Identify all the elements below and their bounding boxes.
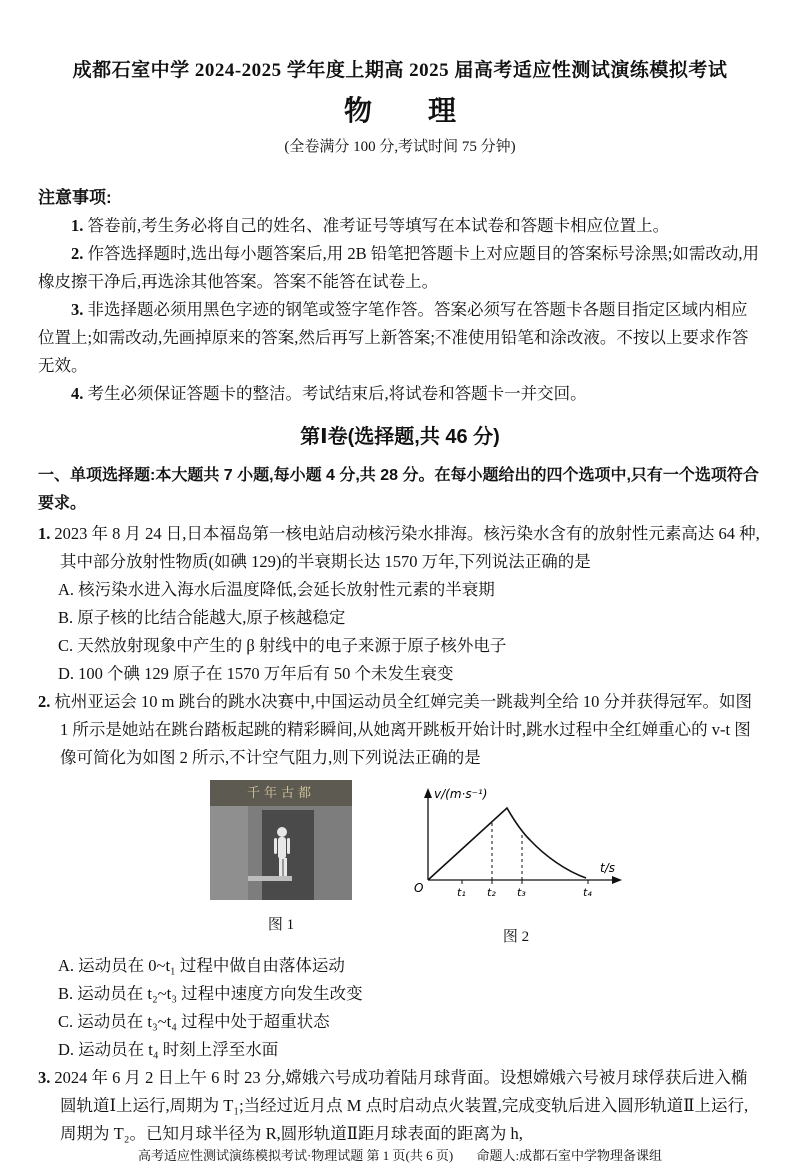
question-3	[38, 1064, 762, 1148]
question-2	[38, 688, 762, 1064]
footer-left: 高考适应性测试演练模拟考试·物理试题 第 1 页(共 6 页)	[137, 1148, 454, 1163]
subject-title: 物 理	[343, 96, 456, 127]
figure-1-block	[210, 780, 352, 936]
notice-number: 3.	[71, 300, 84, 319]
option-b: B. 运动员在 t₂~t₃ 过程中速度方向发生改变	[58, 984, 363, 1003]
section-title: 第Ⅰ卷(选择题,共 46 分)	[300, 426, 500, 448]
velocity-curve	[428, 808, 586, 880]
notice-text: 非选择题必须用黑色字迹的钢笔或签字笔作答。答案必须写在答题卡各题目指定区域内相应位置上;如需改动,先画掉原来的答案,然后再写上新答案;不准使用铅笔和涂改液。不按以上要求作答无效。	[38, 300, 749, 375]
tick-t2: t₂	[487, 886, 496, 899]
vt-graph	[400, 780, 632, 912]
page-footer	[0, 1147, 800, 1165]
tick-t3: t₃	[517, 886, 526, 899]
notice-item	[38, 240, 762, 296]
option-d: D. 100 个碘 129 原子在 1570 万年后有 50 个未发生衰变	[58, 664, 454, 683]
notice-item	[38, 296, 762, 380]
tick-t4: t₄	[583, 886, 592, 899]
option-c: C. 运动员在 t₃~t₄ 过程中处于超重状态	[58, 1012, 330, 1031]
diver-photo	[210, 780, 352, 900]
figure-1-caption: 图 1	[267, 917, 295, 933]
question-stem	[38, 1064, 762, 1148]
notice-number: 4.	[71, 384, 84, 403]
question-1	[38, 520, 762, 688]
tick-t1: t₁	[457, 886, 466, 899]
notice-text: 作答选择题时,选出每小题答案后,用 2B 铅笔把答题卡上对应题目的答案标号涂黑;如需改动,用橡皮擦干净后,再选涂其他答案。答案不能答在试卷上。	[38, 244, 759, 291]
question-text: 2024 年 6 月 2 日上午 6 时 23 分,嫦娥六号成功着陆月球背面。设想嫦娥六号被月球俘获后进入椭圆轨道Ⅰ上运行,周期为 T₁;当经过近月点 M 点时启动点火装置,完成变轨后进入圆形轨道Ⅱ上运行,周期为 T₂。已知月球半径为 R,圆形轨道Ⅱ距月球表面的距离为 h,	[54, 1068, 749, 1143]
option-d: D. 运动员在 t₄ 时刻上浮至水面	[58, 1040, 279, 1059]
question-text: 杭州亚运会 10 m 跳台的跳水决赛中,中国运动员全红婵完美一跳裁判全给 10 分并获得冠军。如图 1 所示是她站在跳台踏板起跳的精彩瞬间,从她离开跳板开始计时,跳水过程中全红婵重心的 v-t 图像可简化为如图 2 所示,不计空气阻力,则下列说法正确的是	[54, 692, 752, 767]
question-number: 3.	[38, 1068, 51, 1087]
notice-item	[38, 380, 762, 408]
figure-2-block	[400, 780, 632, 948]
question-stem	[38, 520, 762, 576]
y-axis-label: v/(m·s⁻¹)	[434, 787, 488, 801]
exam-meta: (全卷满分 100 分,考试时间 75 分钟)	[284, 139, 516, 155]
question-number: 1.	[38, 524, 51, 543]
notice-text: 考生必须保证答题卡的整洁。考试结束后,将试卷和答题卡一并交回。	[87, 384, 587, 403]
figure-2-caption: 图 2	[502, 929, 530, 945]
page-title: 成都石室中学 2024-2025 学年度上期高 2025 届高考适应性测试演练模拟考试	[72, 60, 728, 81]
footer-right: 命题人:成都石室中学物理备课组	[476, 1148, 663, 1163]
option-b: B. 原子核的比结合能越大,原子核越稳定	[58, 608, 346, 627]
notice-item	[38, 212, 762, 240]
notice-title: 注意事项:	[38, 188, 112, 207]
question-text: 2023 年 8 月 24 日,日本福岛第一核电站启动核污染水排海。核污染水含有的放射性元素高达 64 种,其中部分放射性物质(如碘 129)的半衰期长达 1570 万年,下列说法正确的是	[54, 524, 760, 571]
origin-label: O	[414, 881, 424, 895]
notice-text: 答卷前,考生务必将自己的姓名、准考证号等填写在本试卷和答题卡相应位置上。	[87, 216, 670, 235]
question-stem	[38, 688, 762, 772]
notice-number: 2.	[71, 244, 84, 263]
option-a: A. 运动员在 0~t₁ 过程中做自由落体运动	[58, 956, 345, 975]
question-number: 2.	[38, 692, 51, 711]
photo-banner-text: 千年古都	[210, 780, 352, 806]
x-axis-label: t/s	[600, 861, 615, 875]
part-intro: 一、单项选择题:本大题共 7 小题,每小题 4 分,共 28 分。在每小题给出的四个选项中,只有一个选项符合要求。	[38, 467, 759, 512]
notice-number: 1.	[71, 216, 84, 235]
option-c: C. 天然放射现象中产生的 β 射线中的电子来源于原子核外电子	[58, 636, 507, 655]
figure-row	[210, 780, 762, 948]
option-a: A. 核污染水进入海水后温度降低,会延长放射性元素的半衰期	[58, 580, 495, 599]
